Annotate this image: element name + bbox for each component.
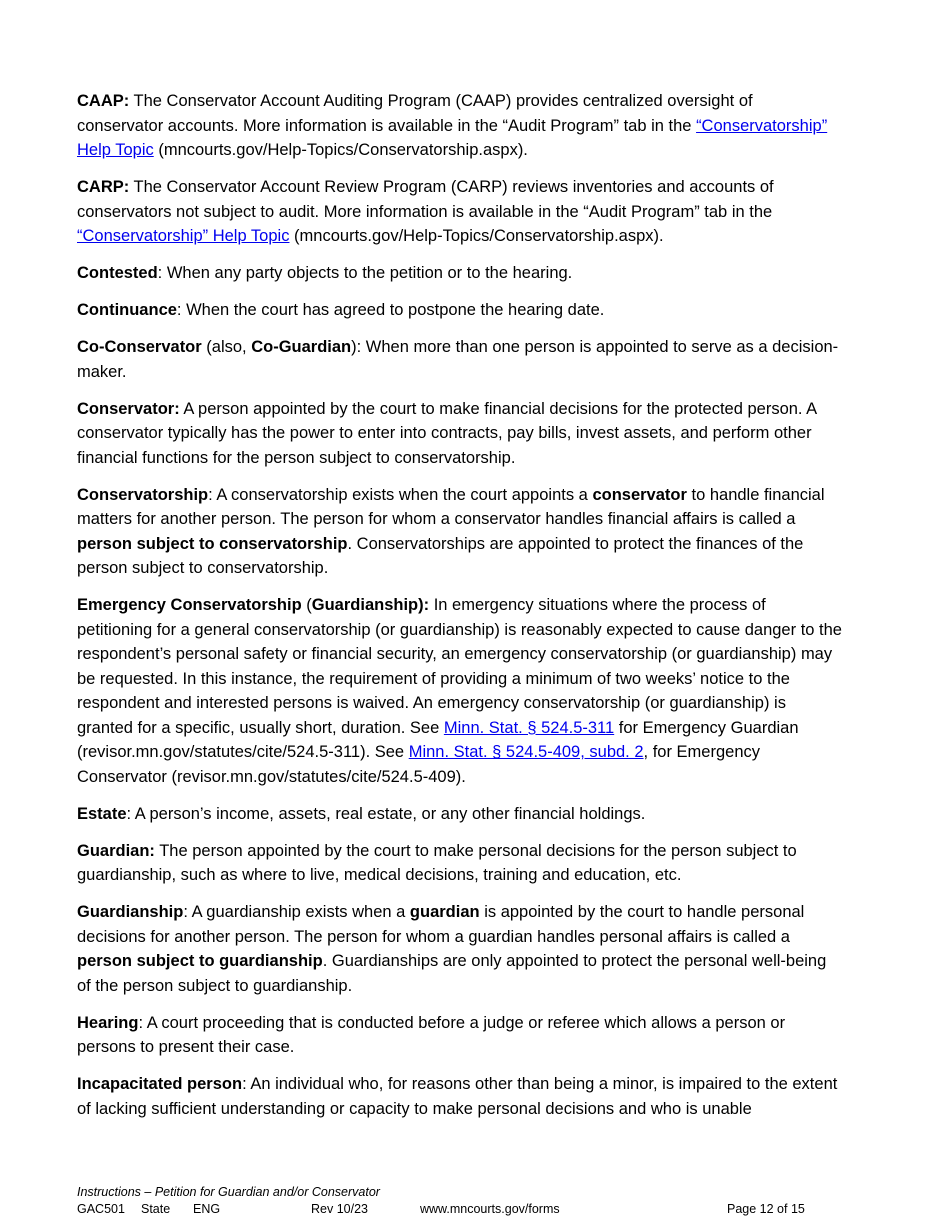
footer-url: www.mncourts.gov/forms bbox=[420, 1202, 560, 1216]
definition-text: : When the court has agreed to postpone the hearing date. bbox=[176, 301, 605, 319]
footer-page-number: Page 12 of 15 bbox=[727, 1202, 805, 1216]
footer-info-row bbox=[77, 1201, 837, 1218]
definition-text: . Guardianships are only appointed to protect the personal well-being of the person subject to guardianship. bbox=[77, 952, 827, 995]
glossary-entry-hearing bbox=[77, 1011, 842, 1060]
bold-term: guardian bbox=[409, 903, 480, 921]
definition-text: The Conservator Account Auditing Program (CAAP) provides centralized oversight of conservator accounts. More information is available in the “Audit Program” tab in the bbox=[77, 92, 753, 135]
definition-text: : An individual who, for reasons other than being a minor, is impaired to the extent of lacking sufficient understanding or capacity to make personal decisions and who is unable bbox=[77, 1075, 838, 1118]
bold-term: person subject to conservatorship bbox=[77, 534, 348, 553]
footer-form-code: GAC501 bbox=[77, 1202, 125, 1216]
conservatorship-help-topic-link[interactable]: “Conservatorship” Help Topic bbox=[77, 227, 290, 245]
definition-text: , for Emergency Conservator (revisor.mn.gov/statutes/cite/524.5-409). bbox=[77, 743, 760, 786]
glossary-entry-guardian bbox=[77, 839, 842, 888]
term: Guardian: bbox=[77, 841, 155, 860]
definition-text: In emergency situations where the process of petitioning for a general conservatorship (or guardianship) is reasonably expected to cause danger to the respondent’s personal safety or financial security, an emergency conservatorship (or guardianship) may be requested. In this instance, the requirement of providing a minimum of two weeks’ notice to the respondent and interested persons is waived. An emergency conservatorship (or guardianship) is granted for a specific, usually short, duration. See bbox=[77, 596, 842, 737]
page-footer bbox=[77, 1184, 837, 1218]
glossary-entry-emergency-conservatorship bbox=[77, 593, 842, 789]
definition-text: : A conservatorship exists when the court appoints a bbox=[208, 485, 593, 504]
glossary-entry-carp bbox=[77, 175, 842, 249]
definition-text: The Conservator Account Review Program (CARP) reviews inventories and accounts of conservators not subject to audit. More information is available in the “Audit Program” tab in the bbox=[77, 178, 774, 221]
definition-text: ): When more than one person is appointed to serve as a decision-maker. bbox=[77, 338, 839, 381]
footer-document-title: Instructions – Petition for Guardian and/or Conservator bbox=[77, 1185, 380, 1199]
glossary-entry-continuance bbox=[77, 298, 842, 323]
footer-language: ENG bbox=[193, 1202, 221, 1216]
term: Contested bbox=[77, 264, 158, 282]
glossary-entry-caap bbox=[77, 89, 842, 163]
definition-text: : A person’s income, assets, real estate, or any other financial holdings. bbox=[126, 804, 646, 823]
term: Conservatorship bbox=[77, 485, 209, 504]
definition-text: (mncourts.gov/Help-Topics/Conservatorship.aspx). bbox=[289, 227, 664, 245]
definition-text: to handle financial matters for another person. The person for whom a conservator handles financial affairs is called a bbox=[77, 485, 825, 528]
bold-term: person subject to guardianship bbox=[77, 952, 323, 970]
statute-524-5-409-link[interactable]: Minn. Stat. § 524.5-409, subd. 2 bbox=[408, 743, 644, 761]
conservatorship-help-topic-link[interactable]: “Conservatorship” Help Topic bbox=[77, 116, 828, 159]
term-secondary: Co-Guardian bbox=[251, 338, 352, 356]
definition-text: : A court proceeding that is conducted before a judge or referee which allows a person or persons to present their case. bbox=[77, 1013, 786, 1056]
footer-jurisdiction: State bbox=[141, 1202, 171, 1216]
term-punctuation: ): bbox=[418, 596, 430, 614]
glossary-entry-incapacitated-person bbox=[77, 1072, 842, 1121]
term: CARP: bbox=[77, 178, 130, 196]
term: Conservator: bbox=[77, 399, 180, 418]
term-secondary: Guardianship bbox=[311, 596, 419, 614]
definition-text: The person appointed by the court to make personal decisions for the person subject to guardianship, such as where to live, medical decisions, training and education, etc. bbox=[77, 841, 797, 884]
statute-524-5-311-link[interactable]: Minn. Stat. § 524.5-311 bbox=[443, 718, 615, 737]
footer-revision: Rev 10/23 bbox=[311, 1202, 368, 1216]
term: Emergency Conservatorship bbox=[77, 596, 302, 614]
definition-text: (also, bbox=[201, 338, 252, 356]
glossary-entry-co-conservator bbox=[77, 335, 842, 384]
term: Co-Conservator bbox=[77, 338, 202, 356]
glossary-entry-guardianship bbox=[77, 900, 842, 998]
definition-text: : A guardianship exists when a bbox=[183, 903, 410, 921]
bold-term: conservator bbox=[592, 485, 687, 504]
term: CAAP: bbox=[77, 92, 130, 110]
term: Hearing bbox=[77, 1013, 139, 1032]
glossary-entry-contested bbox=[77, 261, 842, 286]
glossary-entry-conservator bbox=[77, 397, 842, 471]
definition-text: . Conservatorships are appointed to protect the finances of the person subject to conservatorship. bbox=[77, 534, 804, 577]
term: Estate bbox=[77, 804, 127, 823]
term: Continuance bbox=[77, 301, 177, 319]
glossary-entry-conservatorship bbox=[77, 483, 842, 581]
term: Guardianship bbox=[77, 903, 184, 921]
glossary-content bbox=[77, 89, 842, 1134]
term: Incapacitated person bbox=[77, 1075, 243, 1093]
definition-text: (mncourts.gov/Help-Topics/Conservatorship.aspx). bbox=[153, 141, 528, 159]
definition-text: is appointed by the court to handle personal decisions for another person. The person for whom a guardian handles personal affairs is called a bbox=[77, 903, 805, 946]
definition-text: ( bbox=[301, 596, 312, 614]
definition-text: for Emergency Guardian (revisor.mn.gov/statutes/cite/524.5-311). See bbox=[77, 718, 799, 761]
definition-text: : When any party objects to the petition or to the hearing. bbox=[157, 264, 573, 282]
definition-text: A person appointed by the court to make financial decisions for the protected person. A conservator typically has the power to enter into contracts, pay bills, invest assets, and perform other financial functions for the person subject to conservatorship. bbox=[77, 399, 817, 467]
glossary-entry-estate bbox=[77, 802, 842, 827]
